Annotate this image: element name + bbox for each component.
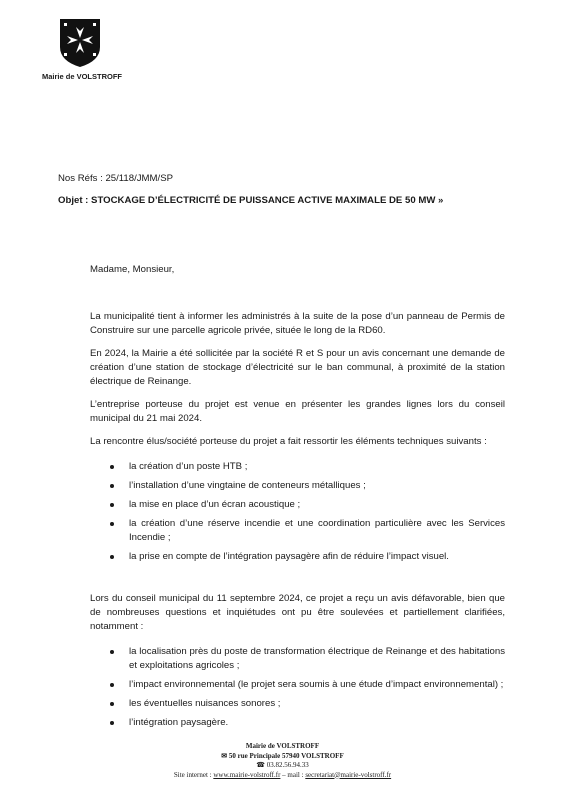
telephone-icon: ☎: [256, 761, 265, 769]
paragraph: La rencontre élus/société porteuse du projet a fait ressortir les éléments techniques suivants :: [90, 436, 487, 447]
subject-line: Objet : STOCKAGE D’ÉLECTRICITÉ DE PUISSANCE ACTIVE MAXIMALE DE 50 MW »: [58, 195, 444, 206]
list-item: la mise en place d’un écran acoustique ;: [110, 498, 505, 512]
list-item: l’installation d’une vingtaine de conteneurs métalliques ;: [110, 479, 505, 493]
salutation: Madame, Monsieur,: [90, 264, 175, 275]
list-item: la prise en compte de l’intégration paysagère afin de réduire l’impact visuel.: [110, 550, 505, 564]
footer-phone: 03.82.56.94.33: [266, 761, 309, 769]
list-item: la localisation près du poste de transformation électrique de Reinange et des habitations et exploitations agricoles ;: [110, 645, 505, 673]
paragraph: En 2024, la Mairie a été sollicitée par la société R et S pour un avis concernant une demande de création d’une station de stockage d’électricité sur le ban communal, à proximité de la station électrique de Reinange.: [90, 348, 505, 387]
list-item: la création d’un poste HTB ;: [110, 460, 505, 474]
technical-items-list: [110, 460, 505, 564]
footer-address-line: [0, 752, 565, 762]
coat-of-arms-icon: [58, 17, 102, 69]
reference-line: Nos Réfs : 25/118/JMM/SP: [58, 173, 173, 184]
list-item: l’intégration paysagère.: [110, 716, 505, 730]
email-link[interactable]: secretariat@mairie-volstroff.fr: [305, 770, 392, 779]
letter-body: [90, 263, 505, 735]
footer-phone-line: [0, 761, 565, 771]
page-footer: [0, 742, 565, 780]
letterhead-label: Mairie de VOLSTROFF: [42, 72, 123, 81]
website-link[interactable]: www.mairie-volstroff.fr: [213, 770, 281, 779]
list-item: la création d’une réserve incendie et une coordination particulière avec les Services Incendie ;: [110, 517, 505, 545]
list-item: les éventuelles nuisances sonores ;: [110, 697, 505, 711]
concerns-list: [110, 645, 505, 730]
envelope-icon: ✉: [221, 751, 228, 760]
council-paragraph: Lors du conseil municipal du 11 septembre 2024, ce projet a reçu un avis défavorable, bien que de nombreuses questions et inquiétudes ont pu être soulevées et partiellement clarifiées, notamment :: [90, 593, 505, 632]
mail-prefix: – mail :: [280, 770, 306, 779]
site-prefix: Site internet :: [173, 770, 214, 779]
footer-name: Mairie de VOLSTROFF: [245, 742, 320, 750]
municipal-crest: [42, 17, 123, 81]
paragraph: L’entreprise porteuse du projet est venue en présenter les grandes lignes lors du conseil municipal du 21 mai 2024.: [90, 399, 505, 424]
footer-contact-line: [0, 771, 565, 781]
list-item: l’impact environnemental (le projet sera soumis à une étude d’impact environnemental) ;: [110, 678, 505, 692]
footer-address: 50 rue Principale 57940 VOLSTROFF: [228, 751, 344, 760]
paragraph: La municipalité tient à informer les administrés à la suite de la pose d’un panneau de Permis de Construire sur une parcelle agricole privée, située le long de la RD60.: [90, 311, 505, 336]
